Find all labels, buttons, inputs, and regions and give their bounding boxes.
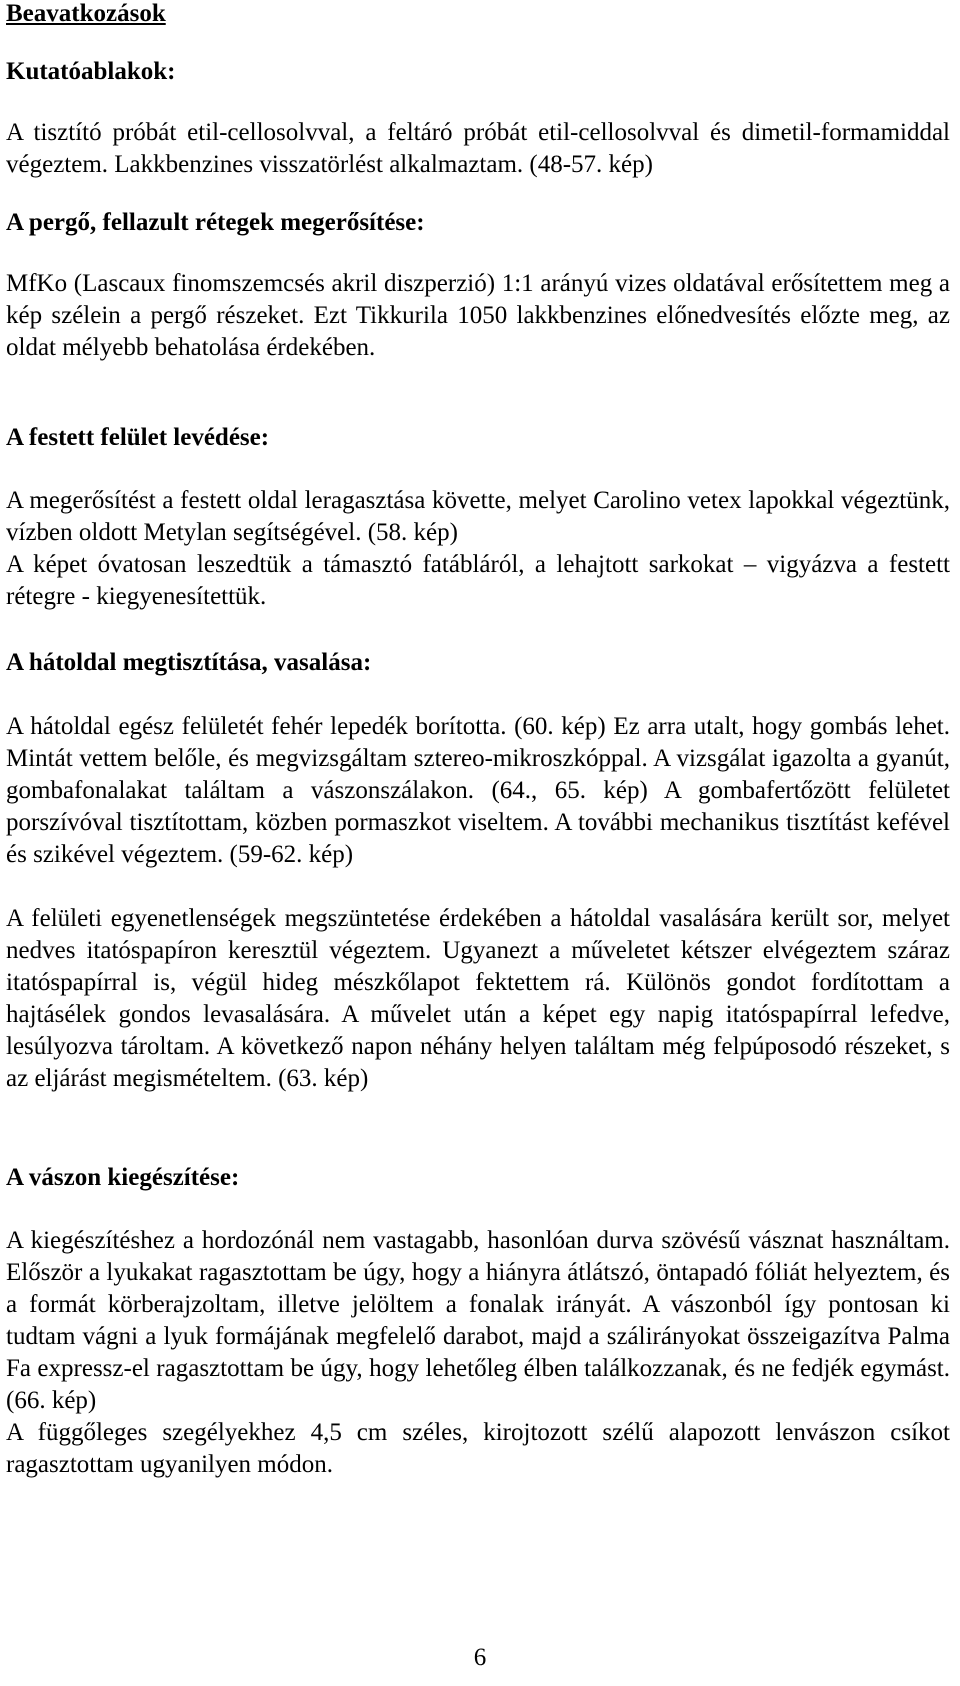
paragraph-canvas-infill-1: A kiegészítéshez a hordozónál nem vastagabb, hasonlóan durva szövésű vásznat használtam. Először a lyukakat ragasztottam be úgy, hogy a hiányra átlátszó, öntapadó fóliát helyeztem, és a formát körberajzoltam, illetve jelöltem a fonalak irányát. A vászonból így pontosan ki tudtam vágni a lyuk formájának megfelelő darabot, majd a szálirányokat összeigazítva Palma Fa expressz-el ragasztottam be úgy, hogy lehetőleg élben találkozzanak, és ne fedjék egymást. (66. kép): [6, 1227, 950, 1414]
paragraph-consolidation: MfKo (Lascaux finomszemcsés akril diszperzió) 1:1 arányú vizes oldatával erősítettem meg a kép szélein a pergő részeket. Ezt Tikkurila 1050 lakkbenzines előnedvesítés előzte meg, az oldat mélyebb behatolása érdekében.: [6, 270, 950, 361]
paragraph-back-cleaning-1: A hátoldal egész felületét fehér lepedék borította. (60. kép) Ez arra utalt, hogy gombás lehet. Mintát vettem belőle, és megvizsgáltam sztereo-mikroszkóppal. A vizsgálat igazolta a gyanút, gombafonalakat találtam a vászonszálakon. (64., 65. kép) A gombafertőzött felületet porszívóval tisztítottam, közben pormaszkot viseltem. A további mechanikus tisztítást kefével és szikével végeztem. (59-62. kép): [6, 713, 950, 868]
page-number: 6: [473, 1644, 487, 1671]
paragraph-research-windows: A tisztító próbát etil-cellosolvval, a feltáró próbát etil-cellosolvval és dimetil-formamiddal végeztem. Lakkbenzines visszatörlést alkalmaztam. (48-57. kép): [6, 119, 950, 178]
paragraph-canvas-infill-2: A függőleges szegélyekhez 4,5 cm széles, kirojtozott szélű alapozott lenvászon csíkot ragasztottam ugyanilyen módon.: [6, 1419, 950, 1478]
section-heading-back-cleaning: A hátoldal megtisztítása, vasalása:: [6, 649, 372, 676]
section-heading-canvas-infill: A vászon kiegészítése:: [6, 1164, 240, 1191]
section-heading-consolidation: A pergő, fellazult rétegek megerősítése:: [6, 209, 425, 236]
paragraph-back-cleaning-2: A felületi egyenetlenségek megszüntetése érdekében a hátoldal vasalására került sor, melyet nedves itatóspapíron keresztül végeztem. Ugyanezt a műveletet kétszer elvégeztem száraz itatóspapírral is, végül hideg mészkőlapot fektettem rá. Különös gondot fordítottam a hajtásélek gondos levasalására. A művelet után a képet egy napig itatóspapírral lefedve, lesúlyozva tároltam. A következő napon néhány helyen találtam még felpúposodó részeket, s az eljárást megismételtem. (63. kép): [6, 905, 950, 1092]
section-heading-research-windows: Kutatóablakok:: [6, 58, 176, 85]
paragraph-facing-2: A képet óvatosan leszedtük a támasztó fatábláról, a lehajtott sarkokat – vigyázva a festett rétegre - kiegyenesítettük.: [6, 551, 950, 610]
paragraph-facing-1: A megerősítést a festett oldal leragasztása követte, melyet Carolino vetex lapokkal végeztünk, vízben oldott Metylan segítségével. (58. kép): [6, 487, 950, 546]
page-title: Beavatkozások: [6, 0, 166, 27]
section-heading-facing: A festett felület levédése:: [6, 424, 270, 451]
